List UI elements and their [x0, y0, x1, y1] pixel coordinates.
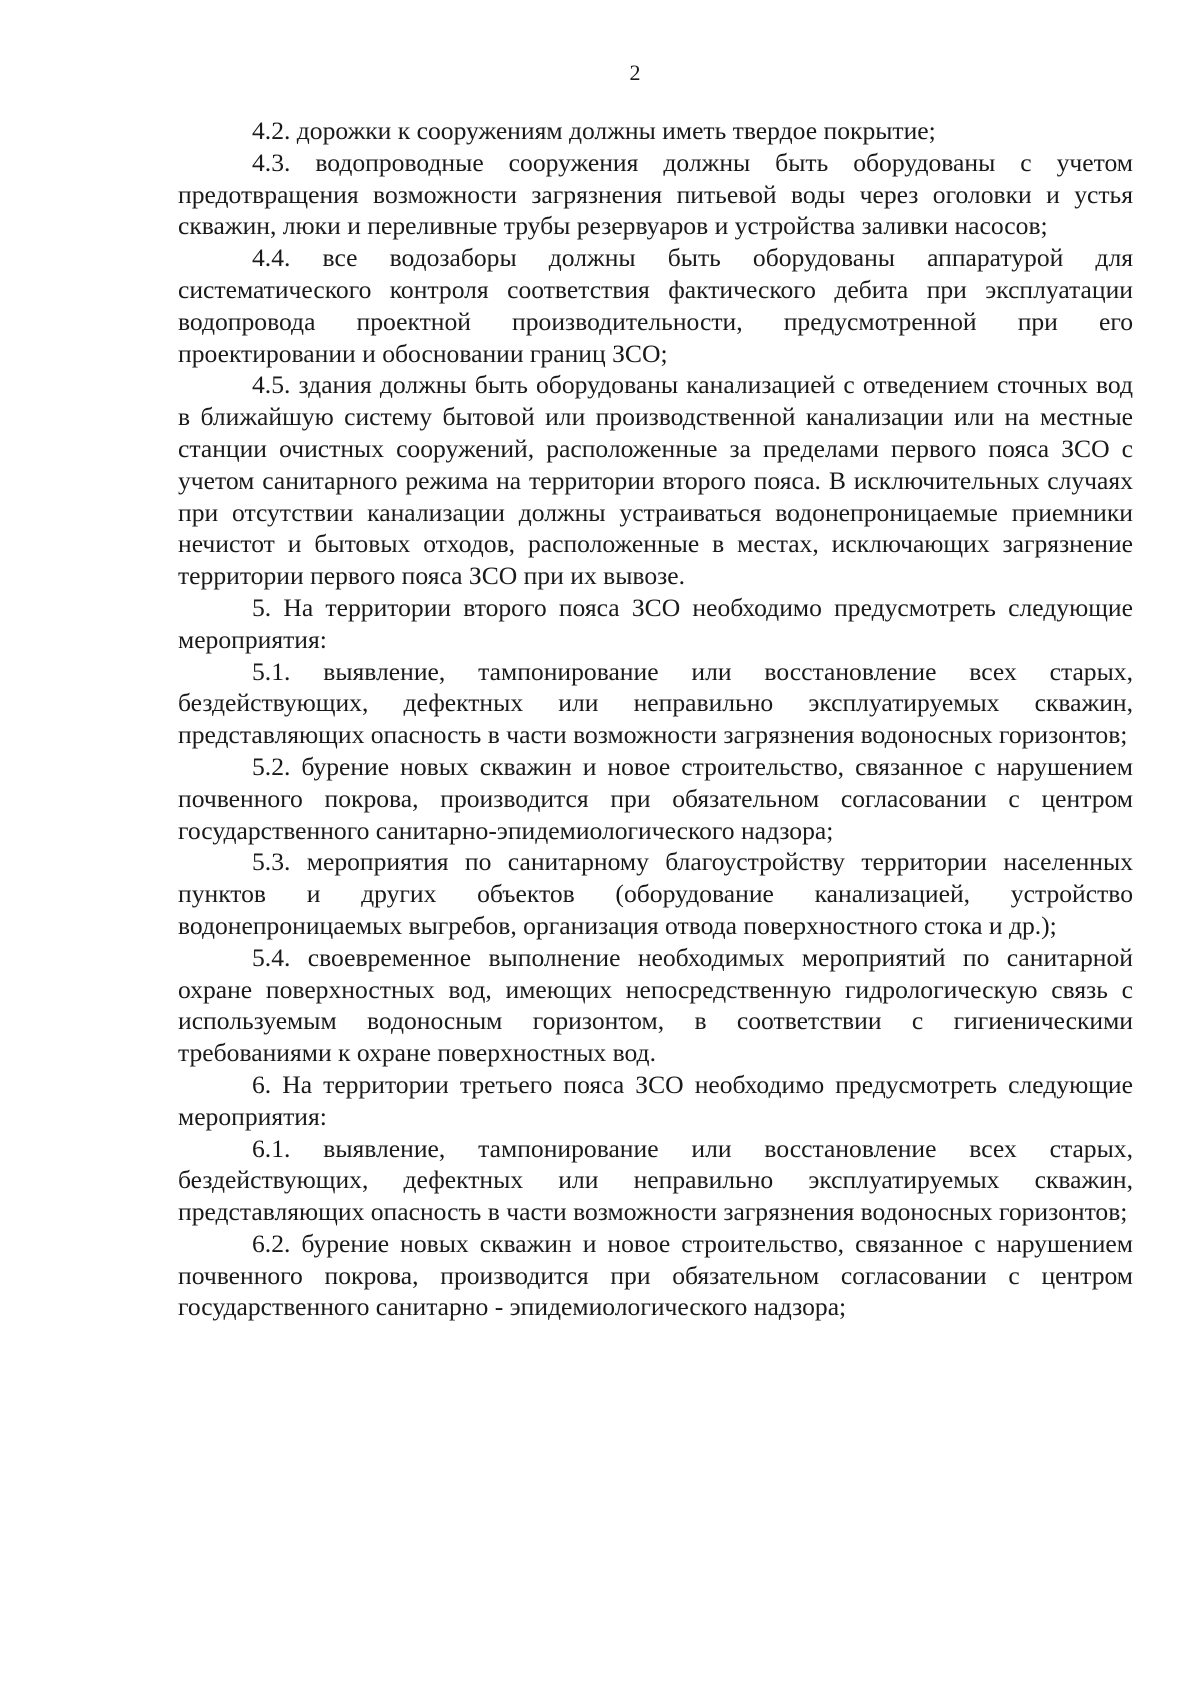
paragraph-5-2: 5.2. бурение новых скважин и новое строительство, связанное с нарушением почвенного покрова, производится при обязательном согласовании с центром государственного санитарно-эпидемиологического надзора;	[178, 751, 1133, 845]
paragraph-4-5: 4.5. здания должны быть оборудованы канализацией с отведением сточных вод в ближайшую систему бытовой или производственной канализации или на местные станции очистных сооружений, расположенные за пределами первого пояса ЗСО с учетом санитарного режима на территории второго пояса. В исключительных случаях при отсутствии канализации должны устраиваться водонепроницаемые приемники нечистот и бытовых отходов, расположенные в местах, исключающих загрязнение территории первого пояса ЗСО при их вывозе.	[178, 370, 1133, 591]
page-number: 2	[629, 60, 641, 85]
paragraph-6: 6. На территории третьего пояса ЗСО необходимо предусмотреть следующие мероприятия:	[178, 1069, 1133, 1131]
paragraph-6-2: 6.2. бурение новых скважин и новое строительство, связанное с нарушением почвенного покрова, производится при обязательном согласовании с центром государственного санитарно - эпидемиологического надзора;	[178, 1228, 1133, 1322]
paragraph-4-3: 4.3. водопроводные сооружения должны быть оборудованы с учетом предотвращения возможности загрязнения питьевой воды через оголовки и устья скважин, люки и переливные трубы резервуаров и устройства заливки насосов;	[178, 147, 1133, 241]
paragraph-4-2: 4.2. дорожки к сооружениям должны иметь твердое покрытие;	[252, 116, 936, 145]
paragraph-6-1: 6.1. выявление, тампонирование или восстановление всех старых, бездействующих, дефектных или неправильно эксплуатируемых скважин, представляющих опасность в части возможности загрязнения водоносных горизонтов;	[178, 1133, 1133, 1227]
document-body	[178, 115, 1133, 1323]
paragraph-5: 5. На территории второго пояса ЗСО необходимо предусмотреть следующие мероприятия:	[178, 592, 1133, 654]
paragraph-4-4: 4.4. все водозаборы должны быть оборудованы аппаратурой для систематического контроля соответствия фактического дебита при эксплуатации водопровода проектной производительности, предусмотренной при его проектировании и обосновании границ ЗСО;	[178, 243, 1133, 368]
paragraph-5-4: 5.4. своевременное выполнение необходимых мероприятий по санитарной охране поверхностных вод, имеющих непосредственную гидрологическую связь с используемым водоносным горизонтом, в соответствии с гигиеническими требованиями к охране поверхностных вод.	[178, 942, 1133, 1068]
paragraph-5-3: 5.3. мероприятия по санитарному благоустройству территории населенных пунктов и других объектов (оборудование канализацией, устройство водонепроницаемых выгребов, организация отвода поверхностного стока и др.);	[178, 847, 1133, 940]
paragraph-5-1: 5.1. выявление, тампонирование или восстановление всех старых, бездействующих, дефектных или неправильно эксплуатируемых скважин, представляющих опасность в части возможности загрязнения водоносных горизонтов;	[178, 656, 1133, 750]
